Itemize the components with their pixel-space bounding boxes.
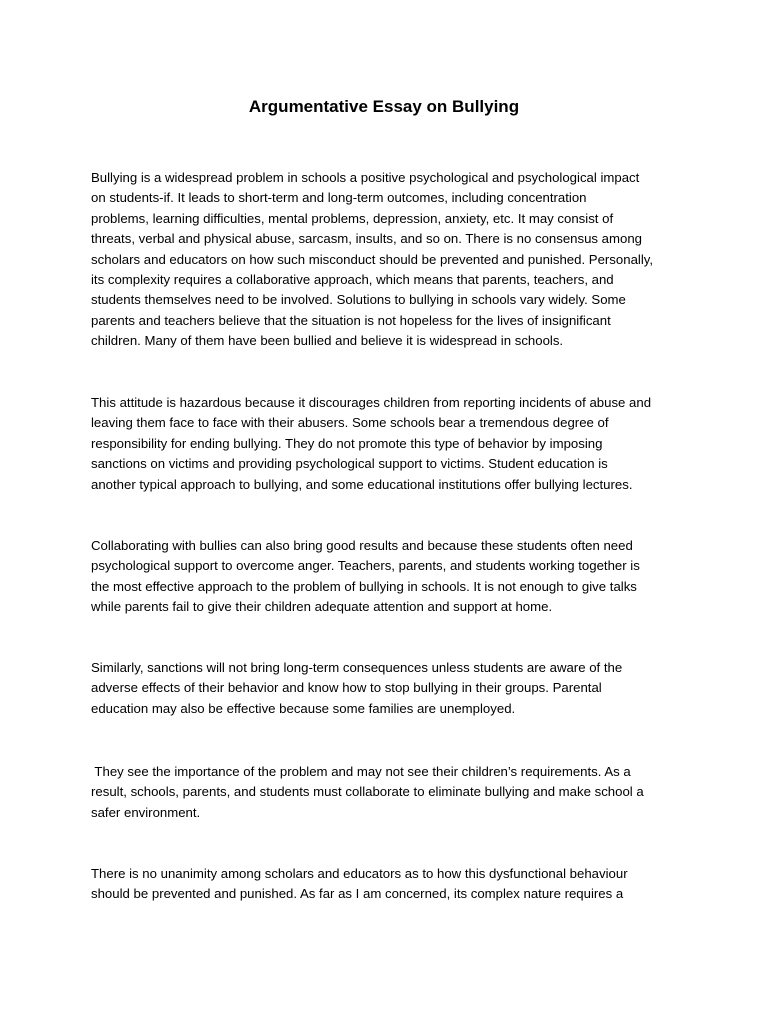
paragraph-1 [91, 168, 681, 352]
paragraph-line: threats, verbal and physical abuse, sarcasm, insults, and so on. There is no consensus among [91, 231, 643, 247]
paragraph-line: Similarly, sanctions will not bring long-term consequences unless students are aware of the [91, 660, 623, 675]
paragraph-line: result, schools, parents, and students must collaborate to eliminate bullying and make school a [91, 784, 644, 800]
document-title: Argumentative Essay on Bullying [248, 97, 520, 116]
paragraph-line: its complexity requires a collaborative approach, which means that parents, teachers, and [91, 271, 614, 287]
paragraph-line: responsibility for ending bullying. They do not promote this type of behavior by imposing [91, 435, 603, 451]
paragraph-5 [91, 762, 681, 823]
paragraph-line: scholars and educators on how such misconduct should be prevented and punished. Personally, [91, 251, 654, 267]
paragraph-line: education may also be effective because some families are unemployed. [91, 700, 516, 716]
paragraph-line: on students-if. It leads to short-term and long-term outcomes, including concentration [91, 190, 587, 206]
paragraph-line: children. Many of them have been bullied and believe it is widespread in schools. [91, 333, 564, 349]
paragraph-line: This attitude is hazardous because it discourages children from reporting incidents of abuse and [91, 395, 652, 410]
paragraph-line: should be prevented and punished. As far as I am concerned, its complex nature requires a [91, 886, 624, 902]
paragraph-line: safer environment. [91, 804, 201, 820]
paragraph-line: problems, learning difficulties, mental problems, depression, anxiety, etc. It may consist of [91, 210, 614, 226]
paragraph-line: sanctions on victims and providing psychological support to victims. Student education is [91, 456, 608, 472]
paragraph-3 [91, 536, 681, 618]
paragraph-line: the most effective approach to the problem of bullying in schools. It is not enough to give talks [91, 578, 637, 594]
paragraph-line: students themselves need to be involved. Solutions to bullying in schools vary widely. Some [91, 292, 626, 308]
paragraph-line: leaving them face to face with their abusers. Some schools bear a tremendous degree of [91, 415, 609, 431]
paragraph-line: They see the importance of the problem and may not see their children’s requirements. As a [91, 764, 631, 779]
paragraph-line: parents and teachers believe that the situation is not hopeless for the lives of insignificant [91, 312, 611, 328]
paragraph-2 [91, 393, 681, 495]
paragraph-line: Bullying is a widespread problem in schools a positive psychological and psychological impact [91, 170, 640, 185]
paragraph-line: adverse effects of their behavior and know how to stop bullying in their groups. Parental [91, 680, 602, 696]
paragraph-line: Collaborating with bullies can also bring good results and because these students often need [91, 538, 633, 553]
paragraph-line: There is no unanimity among scholars and educators as to how this dysfunctional behaviour [91, 866, 628, 881]
paragraph-6 [91, 864, 681, 905]
paragraph-line: while parents fail to give their children adequate attention and support at home. [91, 599, 553, 615]
paragraph-line: another typical approach to bullying, and some educational institutions offer bullying lectures. [91, 476, 633, 492]
paragraph-line: psychological support to overcome anger. Teachers, parents, and students working together is [91, 558, 640, 574]
paragraph-4 [91, 658, 681, 719]
